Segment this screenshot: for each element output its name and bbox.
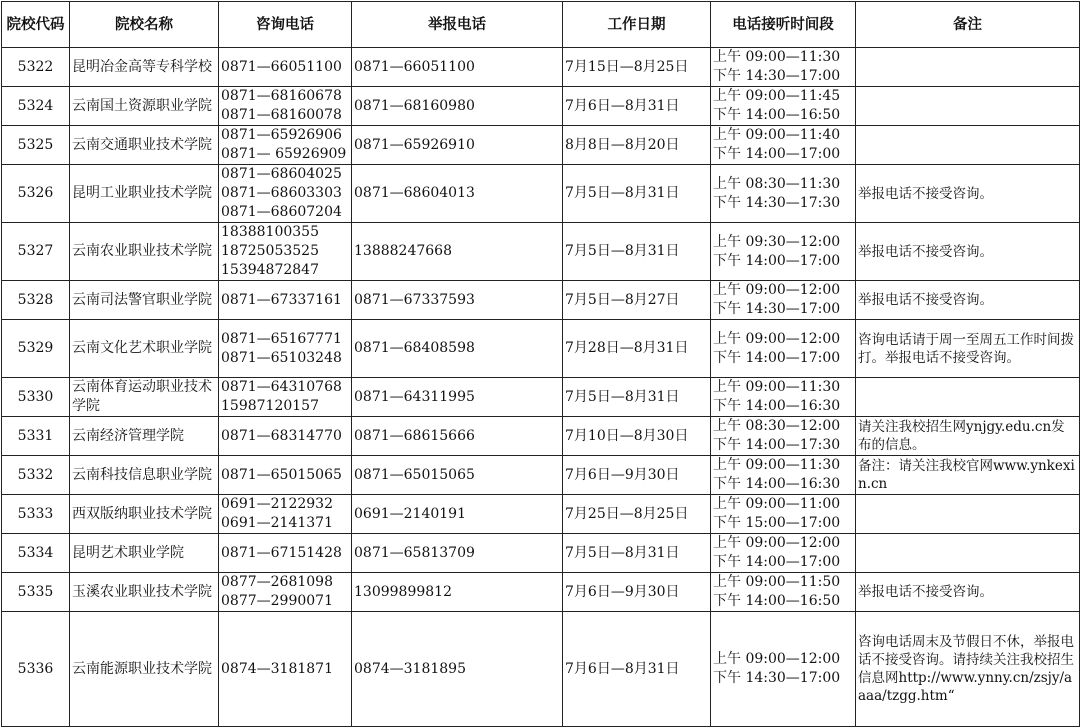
consult-phone-line: 0871—68603303 bbox=[221, 185, 342, 201]
note-text bbox=[856, 534, 1080, 573]
school-code: 5334 bbox=[2, 534, 70, 573]
table-row bbox=[2, 417, 1080, 456]
answer-hours-line: 下午 14:30—17:00 bbox=[713, 301, 841, 317]
answer-hours bbox=[711, 320, 856, 378]
school-name: 云南国土资源职业学院 bbox=[70, 87, 219, 126]
answer-hours-line: 上午 09:00—12:00 bbox=[713, 535, 841, 551]
note-text: 举报电话不接受咨询。 bbox=[856, 223, 1080, 281]
school-name: 昆明艺术职业学院 bbox=[70, 534, 219, 573]
answer-hours-line: 上午 09:00—11:30 bbox=[713, 457, 841, 473]
school-code: 5322 bbox=[2, 48, 70, 87]
answer-hours bbox=[711, 87, 856, 126]
school-name: 云南科技信息职业学院 bbox=[70, 456, 219, 495]
admissions-contact-table bbox=[1, 1, 1080, 727]
consult-phone bbox=[219, 320, 352, 378]
answer-hours-line: 下午 14:00—17:30 bbox=[713, 437, 841, 453]
school-name: 云南农业职业技术学院 bbox=[70, 223, 219, 281]
header-report-phone: 举报电话 bbox=[352, 2, 563, 48]
consult-phone bbox=[219, 573, 352, 612]
note-text bbox=[856, 378, 1080, 417]
consult-phone-line: 0691—2122932 bbox=[221, 496, 333, 512]
school-name: 云南经济管理学院 bbox=[70, 417, 219, 456]
report-phone: 0871—68160980 bbox=[352, 87, 563, 126]
note-text bbox=[856, 87, 1080, 126]
school-name: 云南司法警官职业学院 bbox=[70, 281, 219, 320]
consult-phone bbox=[219, 126, 352, 165]
answer-hours bbox=[711, 126, 856, 165]
table-row bbox=[2, 320, 1080, 378]
school-name: 昆明工业职业技术学院 bbox=[70, 165, 219, 223]
school-name: 玉溪农业职业技术学院 bbox=[70, 573, 219, 612]
table-row bbox=[2, 456, 1080, 495]
report-phone: 0871—65015065 bbox=[352, 456, 563, 495]
consult-phone bbox=[219, 48, 352, 87]
header-row bbox=[2, 2, 1080, 48]
report-phone: 13888247668 bbox=[352, 223, 563, 281]
report-phone: 0871—66051100 bbox=[352, 48, 563, 87]
report-phone: 0871—67337593 bbox=[352, 281, 563, 320]
consult-phone-line: 0871—65015065 bbox=[221, 466, 342, 483]
work-dates: 7月6日—9月30日 bbox=[563, 573, 711, 612]
report-phone: 0871—65813709 bbox=[352, 534, 563, 573]
answer-hours bbox=[711, 223, 856, 281]
work-dates: 7月5日—8月31日 bbox=[563, 534, 711, 573]
consult-phone bbox=[219, 165, 352, 223]
note-text: 举报电话不接受咨询。 bbox=[856, 573, 1080, 612]
work-dates: 7月15日—8月25日 bbox=[563, 48, 711, 87]
answer-hours bbox=[711, 48, 856, 87]
answer-hours bbox=[711, 417, 856, 456]
answer-hours-line: 上午 09:00—12:00 bbox=[713, 651, 841, 667]
answer-hours-line: 下午 14:00—17:00 bbox=[713, 252, 841, 269]
answer-hours bbox=[711, 495, 856, 534]
table-row bbox=[2, 223, 1080, 281]
consult-phone-line: 0874—3181871 bbox=[221, 660, 333, 677]
report-phone: 0874—3181895 bbox=[352, 612, 563, 727]
answer-hours-line: 上午 09:00—11:30 bbox=[713, 379, 841, 395]
work-dates: 7月25日—8月25日 bbox=[563, 495, 711, 534]
answer-hours-line: 下午 14:00—17:00 bbox=[713, 349, 841, 366]
school-name: 西双版纳职业技术学院 bbox=[70, 495, 219, 534]
header-consult-phone: 咨询电话 bbox=[219, 2, 352, 48]
header-school-code: 院校代码 bbox=[2, 2, 70, 48]
consult-phone-line: 0871—67151428 bbox=[221, 544, 342, 561]
report-phone: 13099899812 bbox=[352, 573, 563, 612]
consult-phone-line: 0871—68314770 bbox=[221, 427, 342, 444]
school-code: 5326 bbox=[2, 165, 70, 223]
consult-phone-line: 0877—2681098 bbox=[221, 574, 333, 590]
answer-hours-line: 下午 14:00—17:00 bbox=[713, 146, 841, 162]
work-dates: 7月5日—8月27日 bbox=[563, 281, 711, 320]
answer-hours-line: 上午 09:00—11:00 bbox=[713, 496, 841, 512]
note-text: 举报电话不接受咨询。 bbox=[856, 281, 1080, 320]
answer-hours-line: 上午 09:00—11:50 bbox=[713, 574, 841, 590]
consult-phone-line: 0871—68607204 bbox=[221, 204, 342, 220]
consult-phone-line: 0871—66051100 bbox=[221, 58, 342, 75]
consult-phone bbox=[219, 534, 352, 573]
consult-phone-line: 0871—65167771 bbox=[221, 330, 342, 347]
consult-phone-line: 18388100355 bbox=[221, 224, 319, 240]
answer-hours bbox=[711, 456, 856, 495]
table-row bbox=[2, 165, 1080, 223]
report-phone: 0871—68408598 bbox=[352, 320, 563, 378]
answer-hours-line: 上午 09:00—11:30 bbox=[713, 49, 841, 65]
consult-phone bbox=[219, 612, 352, 727]
answer-hours-line: 下午 14:30—17:00 bbox=[713, 670, 841, 686]
answer-hours-line: 上午 09:30—12:00 bbox=[713, 233, 841, 250]
work-dates: 7月5日—8月31日 bbox=[563, 223, 711, 281]
report-phone: 0691—2140191 bbox=[352, 495, 563, 534]
answer-hours-line: 下午 14:00—17:00 bbox=[713, 554, 841, 570]
consult-phone-line: 0871—67337161 bbox=[221, 291, 342, 308]
note-text: 咨询电话周末及节假日不休，举报电话不接受咨询。请持续关注我校招生信息网http://www.ynny.cn/zsjy/aaaa/tzgg.htm“ bbox=[856, 612, 1080, 727]
answer-hours-line: 下午 14:00—16:50 bbox=[713, 593, 841, 609]
school-code: 5324 bbox=[2, 87, 70, 126]
note-text bbox=[856, 126, 1080, 165]
note-text bbox=[856, 495, 1080, 534]
consult-phone-line: 15987120157 bbox=[221, 398, 319, 414]
consult-phone bbox=[219, 417, 352, 456]
consult-phone-line: 0871—68604025 bbox=[221, 166, 342, 182]
answer-hours-line: 上午 09:00—11:40 bbox=[713, 127, 841, 143]
table-row bbox=[2, 534, 1080, 573]
table-row bbox=[2, 612, 1080, 727]
school-code: 5329 bbox=[2, 320, 70, 378]
report-phone: 0871—64311995 bbox=[352, 378, 563, 417]
consult-phone-line: 0871—65926906 bbox=[221, 127, 342, 143]
school-code: 5333 bbox=[2, 495, 70, 534]
school-code: 5332 bbox=[2, 456, 70, 495]
school-code: 5336 bbox=[2, 612, 70, 727]
report-phone: 0871—68604013 bbox=[352, 165, 563, 223]
header-notes: 备注 bbox=[856, 2, 1080, 48]
consult-phone-line: 0871—68160078 bbox=[221, 107, 342, 123]
consult-phone bbox=[219, 378, 352, 417]
school-code: 5335 bbox=[2, 573, 70, 612]
work-dates: 7月10日—8月30日 bbox=[563, 417, 711, 456]
answer-hours bbox=[711, 612, 856, 727]
answer-hours-line: 下午 14:00—16:30 bbox=[713, 398, 841, 414]
table-row bbox=[2, 87, 1080, 126]
table-row bbox=[2, 495, 1080, 534]
consult-phone-line: 0877—2990071 bbox=[221, 593, 333, 609]
school-name: 云南文化艺术职业学院 bbox=[70, 320, 219, 378]
school-code: 5327 bbox=[2, 223, 70, 281]
answer-hours-line: 下午 14:30—17:30 bbox=[713, 194, 841, 211]
consult-phone-line: 15394872847 bbox=[221, 262, 319, 278]
work-dates: 7月28日—8月31日 bbox=[563, 320, 711, 378]
work-dates: 7月6日—9月30日 bbox=[563, 456, 711, 495]
consult-phone-line: 0691—2141371 bbox=[221, 515, 333, 531]
answer-hours bbox=[711, 281, 856, 320]
school-name: 昆明冶金高等专科学校 bbox=[70, 48, 219, 87]
report-phone: 0871—68615666 bbox=[352, 417, 563, 456]
answer-hours-line: 上午 08:30—11:30 bbox=[713, 175, 841, 192]
school-code: 5330 bbox=[2, 378, 70, 417]
school-name: 云南能源职业技术学院 bbox=[70, 612, 219, 727]
answer-hours-line: 下午 14:30—17:00 bbox=[713, 68, 841, 84]
consult-phone-line: 0871—64310768 bbox=[221, 379, 342, 395]
work-dates: 7月6日—8月31日 bbox=[563, 87, 711, 126]
note-text: 举报电话不接受咨询。 bbox=[856, 165, 1080, 223]
answer-hours-line: 下午 15:00—17:00 bbox=[713, 515, 841, 531]
consult-phone-line: 18725053525 bbox=[221, 243, 319, 259]
consult-phone bbox=[219, 87, 352, 126]
work-dates: 7月5日—8月31日 bbox=[563, 378, 711, 417]
answer-hours-line: 上午 09:00—12:00 bbox=[713, 282, 841, 298]
header-work-dates: 工作日期 bbox=[563, 2, 711, 48]
answer-hours bbox=[711, 573, 856, 612]
work-dates: 8月8日—8月20日 bbox=[563, 126, 711, 165]
answer-hours-line: 下午 14:00—16:50 bbox=[713, 107, 841, 123]
answer-hours-line: 上午 09:00—11:45 bbox=[713, 88, 841, 104]
consult-phone bbox=[219, 281, 352, 320]
consult-phone-line: 0871—68160678 bbox=[221, 88, 342, 104]
work-dates: 7月6日—8月31日 bbox=[563, 612, 711, 727]
consult-phone-line: 0871— 65926909 bbox=[221, 146, 347, 162]
answer-hours-line: 上午 09:00—12:00 bbox=[713, 330, 841, 347]
table-row bbox=[2, 281, 1080, 320]
consult-phone bbox=[219, 223, 352, 281]
table-row bbox=[2, 126, 1080, 165]
school-code: 5331 bbox=[2, 417, 70, 456]
answer-hours bbox=[711, 165, 856, 223]
answer-hours-line: 下午 14:00—16:30 bbox=[713, 476, 841, 492]
consult-phone-line: 0871—65103248 bbox=[221, 349, 342, 366]
consult-phone bbox=[219, 456, 352, 495]
note-text: 备注：请关注我校官网www.ynkexin.cn bbox=[856, 456, 1080, 495]
note-text bbox=[856, 48, 1080, 87]
note-text: 咨询电话请于周一至周五工作时间拨打。举报电话不接受咨询。 bbox=[856, 320, 1080, 378]
header-school-name: 院校名称 bbox=[70, 2, 219, 48]
table-row bbox=[2, 48, 1080, 87]
table-row bbox=[2, 378, 1080, 417]
answer-hours bbox=[711, 534, 856, 573]
table-row bbox=[2, 573, 1080, 612]
school-name: 云南交通职业技术学院 bbox=[70, 126, 219, 165]
school-code: 5325 bbox=[2, 126, 70, 165]
report-phone: 0871—65926910 bbox=[352, 126, 563, 165]
header-answer-hours: 电话接听时间段 bbox=[711, 2, 856, 48]
school-name: 云南体育运动职业技术学院 bbox=[70, 378, 219, 417]
work-dates: 7月5日—8月31日 bbox=[563, 165, 711, 223]
school-code: 5328 bbox=[2, 281, 70, 320]
note-text: 请关注我校招生网ynjgy.edu.cn发布的信息。 bbox=[856, 417, 1080, 456]
answer-hours bbox=[711, 378, 856, 417]
consult-phone bbox=[219, 495, 352, 534]
answer-hours-line: 上午 08:30—12:00 bbox=[713, 418, 841, 434]
